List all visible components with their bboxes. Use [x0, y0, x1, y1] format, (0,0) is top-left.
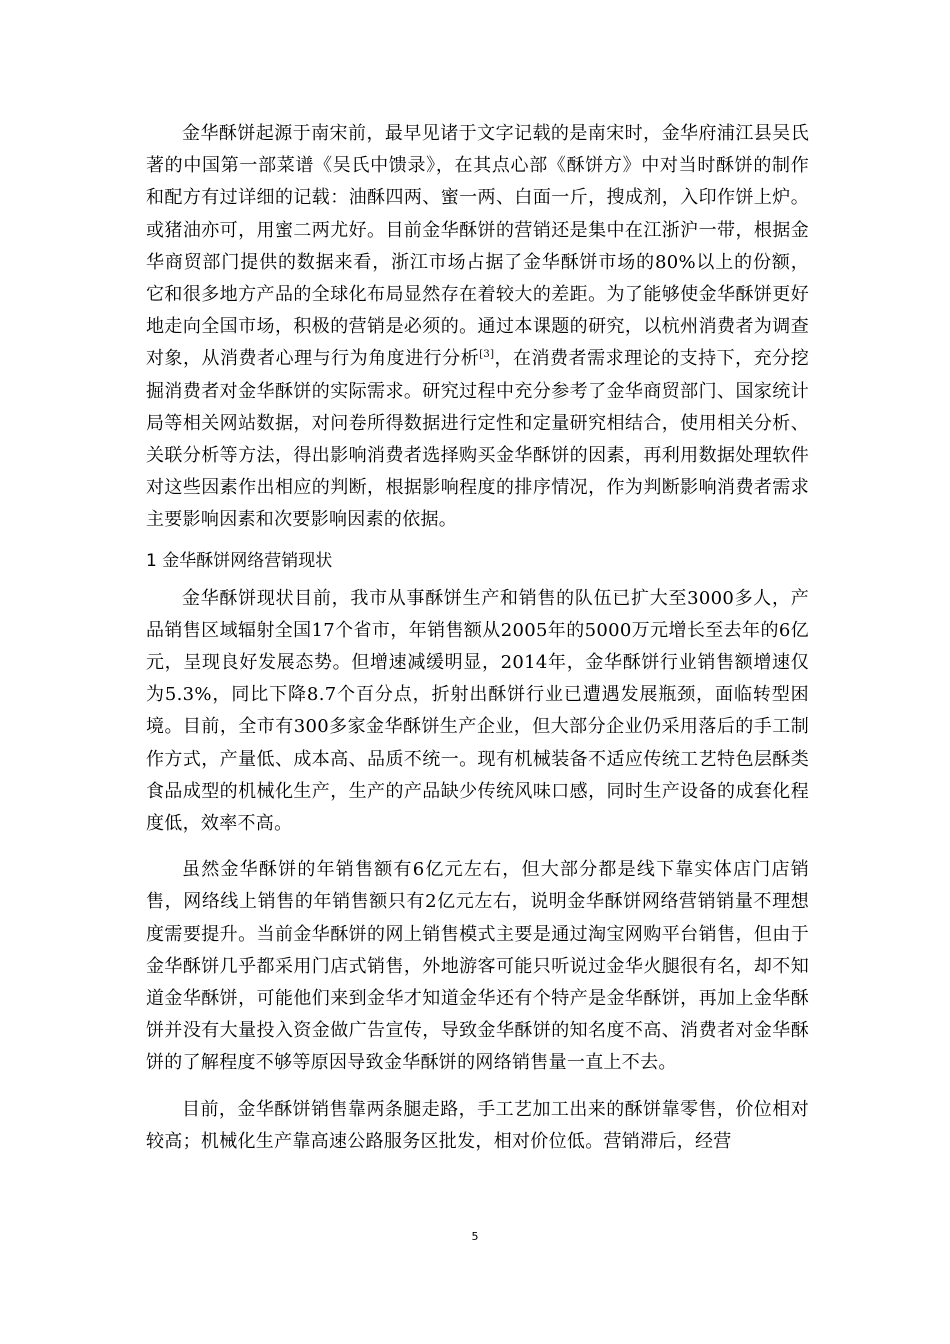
- section-heading: 1 金华酥饼网络营销现状: [146, 550, 333, 571]
- citation-marker: [3]: [479, 349, 495, 361]
- intro-text-part2: ，在消费者需求理论的支持下，充分挖掘消费者对金华酥饼的实际需求。研究过程中充分参考了金华商贸部门、国家统计局等相关网站数据，对问卷所得数据进行定性和定量研究相结合，使用相关分析、关联分析等方法，得出影响消费者选择购买金华酥饼的因素，再利用数据处理软件对这些因素作出相应的判断，根据影响程度的排序情况，作为判断影响消费者需求主要影响因素和次要影响因素的依据。: [146, 348, 809, 531]
- intro-text-part1: 金华酥饼起源于南宋前，最早见诸于文字记载的是南宋时，金华府浦江县吴氏著的中国第一部菜谱《吴氏中馈录》，在其点心部《酥饼方》中对当时酥饼的制作和配方有过详细的记载：油酥四两、蜜一两、白面一斤，搜成剂，入印作饼上炉。或猪油亦可，用蜜二两尤好。目前金华酥饼的营销还是集中在江浙沪一带，根据金华商贸部门提供的数据来看，浙江市场占据了金华酥饼市场的80%以上的份额，它和很多地方产品的全球化布局显然存在着较大的差距。为了能够使金华酥饼更好地走向全国市场，积极的营销是必须的。通过本课题的研究，以杭州消费者为调查对象，从消费者心理与行为角度进行分析: [146, 123, 809, 370]
- intro-paragraph: [146, 118, 809, 537]
- paragraph-sales-channels: 目前，金华酥饼销售靠两条腿走路，手工艺加工出来的酥饼靠零售，价位相对较高；机械化生产靠高速公路服务区批发，相对价位低。营销滞后，经营: [146, 1098, 809, 1152]
- page-number: 5: [471, 1230, 479, 1243]
- body-text: [146, 118, 809, 1158]
- paragraph-current-status: 金华酥饼现状目前，我市从事酥饼生产和销售的队伍已扩大至3000多人，产品销售区域辐射全国17个省市，年销售额从2005年的5000万元增长至去年的6亿元，呈现良好发展态势。但增速减缓明显，2014年，金华酥饼行业销售额增速仅为5.3%，同比下降8.7个百分点，折射出酥饼行业已遭遇发展瓶颈，面临转型困境。目前，全市有300多家金华酥饼生产企业，但大部分企业仍采用落后的手工制作方式，产量低、成本高、品质不统一。现有机械装备不适应传统工艺特色层酥类食品成型的机械化生产，生产的产品缺少传统风味口感，同时生产设备的成套化程度低，效率不高。: [146, 587, 809, 835]
- paragraph-online-sales: 虽然金华酥饼的年销售额有6亿元左右，但大部分都是线下靠实体店门店销售，网络线上销售的年销售额只有2亿元左右，说明金华酥饼网络营销销量不理想度需要提升。当前金华酥饼的网上销售模式主要是通过淘宝网购平台销售，但由于金华酥饼几乎都采用门店式销售，外地游客可能只听说过金华火腿很有名，却不知道金华酥饼，可能他们来到金华才知道金华还有个特产是金华酥饼，再加上金华酥饼并没有大量投入资金做广告宣传，导致金华酥饼的知名度不高、消费者对金华酥饼的了解程度不够等原因导致金华酥饼的网络销售量一直上不去。: [146, 859, 809, 1074]
